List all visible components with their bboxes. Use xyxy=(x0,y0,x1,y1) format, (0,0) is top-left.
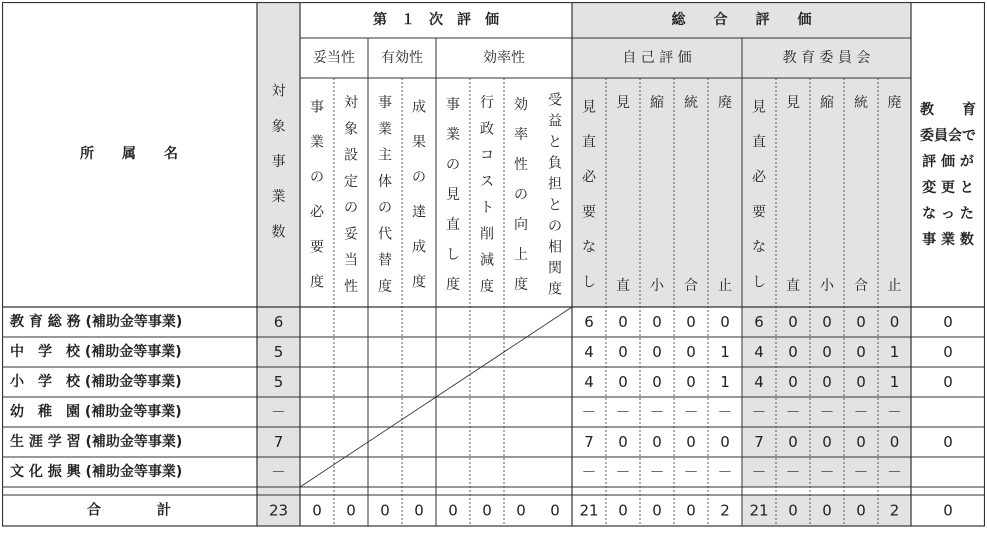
total-first-cell: 0 xyxy=(550,501,560,520)
vertical-char: 対 xyxy=(271,83,286,100)
vertical-char: 上 xyxy=(514,247,528,263)
vertical-char: 替 xyxy=(378,252,392,269)
self-eval-cell: 0 xyxy=(720,433,730,451)
self-eval-cell: 0 xyxy=(618,433,628,451)
self-eval-cell: 0 xyxy=(652,433,662,451)
vertical-char: 体 xyxy=(378,173,392,190)
total-self-cell: 0 xyxy=(618,501,628,520)
vertical-char: 向 xyxy=(514,217,528,233)
board-eval-cell: － xyxy=(886,463,903,481)
vertical-char: 見 xyxy=(786,95,800,111)
first-eval-header: 第 １ 次 評 価 xyxy=(373,12,499,28)
total-board-cell: 0 xyxy=(822,501,832,520)
self-eval-cell: 1 xyxy=(720,373,730,391)
self-eval-cell: 0 xyxy=(686,373,696,391)
self-eval-cell: － xyxy=(615,403,631,421)
board-eval-cell: 0 xyxy=(788,313,798,331)
vertical-char: 直 xyxy=(582,134,596,151)
self-eval-cell: － xyxy=(683,403,699,421)
vertical-char: 行 xyxy=(480,95,494,112)
vertical-char: 止 xyxy=(887,278,902,294)
row-count: － xyxy=(270,403,287,421)
total-changed-cell: 0 xyxy=(943,501,953,520)
total-board-cell: 0 xyxy=(788,501,798,520)
row-name: 文 化 振 興 (補助金等事業) xyxy=(10,464,183,480)
changed-count-cell: 0 xyxy=(943,373,953,391)
self-eval-cell: － xyxy=(717,403,733,421)
vertical-char: 業 xyxy=(378,121,392,138)
vertical-char: 度 xyxy=(548,281,562,298)
vertical-char: 成 xyxy=(412,239,426,256)
vertical-char: 直 xyxy=(752,134,766,151)
first-item-2 xyxy=(378,94,392,295)
self-eval-cell: － xyxy=(581,463,597,481)
total-first-cell: 0 xyxy=(448,501,458,520)
vertical-char: と xyxy=(548,134,562,151)
group-efficiency: 効率性 xyxy=(483,50,525,66)
vertical-char: 合 xyxy=(684,278,698,294)
vertical-char: な xyxy=(582,239,596,256)
vertical-char: 業 xyxy=(446,127,460,143)
vertical-char: 効 xyxy=(514,97,528,113)
vertical-char: 止 xyxy=(718,278,732,294)
vertical-char: の xyxy=(310,169,324,186)
vertical-char: 負 xyxy=(548,155,562,172)
vertical-char: の xyxy=(378,200,392,217)
changed-col-header-line: 委員会で xyxy=(920,128,976,144)
vertical-char: 関 xyxy=(548,260,562,277)
vertical-char: 減 xyxy=(480,252,494,269)
board-eval-cell: 0 xyxy=(856,373,866,391)
vertical-char: 代 xyxy=(378,226,392,243)
vertical-char: 事 xyxy=(271,154,286,170)
vertical-char: 相 xyxy=(548,239,562,256)
vertical-char: 主 xyxy=(378,147,392,164)
vertical-char: 性 xyxy=(514,157,528,173)
self-eval-cell: 0 xyxy=(652,343,662,361)
vertical-char: 必 xyxy=(310,204,324,221)
vertical-char: 縮 xyxy=(820,95,834,111)
total-first-cell: 0 xyxy=(414,501,424,520)
board-eval-cell: 1 xyxy=(889,343,900,361)
vertical-char: 性 xyxy=(344,278,358,295)
vertical-char: 度 xyxy=(446,277,460,293)
first-item-5 xyxy=(480,95,494,295)
vertical-char: し xyxy=(752,274,766,291)
vertical-char: 業 xyxy=(310,134,324,151)
vertical-char: 要 xyxy=(752,204,766,221)
row-count: 7 xyxy=(273,433,284,451)
vertical-char: 直 xyxy=(446,217,460,233)
vertical-char: 受 xyxy=(548,92,562,109)
vertical-char: な xyxy=(752,239,766,256)
board-eval-cell: － xyxy=(853,463,869,481)
vertical-char: 対 xyxy=(344,95,358,112)
board-eval-cell: 0 xyxy=(856,433,866,451)
board-eval-cell: 0 xyxy=(889,433,900,451)
row-count: － xyxy=(270,463,287,481)
row-name: 小 学 校 (補助金等事業) xyxy=(10,374,182,390)
self-eval-cell: 0 xyxy=(618,373,628,391)
total-first-cell: 0 xyxy=(482,501,492,520)
vertical-char: の xyxy=(446,157,460,173)
vertical-char: 達 xyxy=(412,204,426,221)
vertical-char: 統 xyxy=(854,95,868,111)
self-eval-cell: － xyxy=(581,403,597,421)
board-eval-cell: － xyxy=(751,403,767,421)
board-eval-cell: 1 xyxy=(889,373,900,391)
self-eval-cell: － xyxy=(615,463,631,481)
self-eval-cell: 6 xyxy=(584,313,594,331)
total-label: 合 計 xyxy=(87,502,171,519)
board-eval-cell: － xyxy=(819,463,835,481)
vertical-char: ト xyxy=(480,200,494,217)
vertical-char: ス xyxy=(480,173,494,190)
first-item-3 xyxy=(412,99,426,291)
self-eval-cell: － xyxy=(649,463,665,481)
vertical-char: 要 xyxy=(582,204,596,221)
changed-col-header-line: な っ た xyxy=(922,206,974,222)
self-eval-cell: 0 xyxy=(618,343,628,361)
vertical-char: の xyxy=(412,169,426,186)
first-item-6 xyxy=(514,97,528,293)
first-item-4 xyxy=(446,96,460,293)
vertical-char: 度 xyxy=(514,277,528,293)
vertical-char: 象 xyxy=(344,121,358,138)
vertical-char: 必 xyxy=(582,169,596,186)
changed-count-cell: 0 xyxy=(943,343,953,361)
group-effectiveness: 有効性 xyxy=(381,50,423,66)
vertical-char: の xyxy=(344,200,358,217)
group-validity: 妥当性 xyxy=(313,50,355,66)
row-count: 5 xyxy=(273,373,284,391)
board-eval-cell: 0 xyxy=(889,313,900,331)
self-eval-cell: 0 xyxy=(652,373,662,391)
vertical-char: 事 xyxy=(378,95,392,112)
vertical-char: し xyxy=(446,247,460,263)
vertical-char: 度 xyxy=(378,278,392,295)
name-col-header: 所 属 名 xyxy=(80,146,178,162)
self-eval-cell: － xyxy=(649,403,665,421)
vertical-char: 小 xyxy=(650,278,664,294)
self-eval-cell: 0 xyxy=(686,313,696,331)
total-count: 23 xyxy=(268,501,289,520)
vertical-char: 見 xyxy=(616,95,630,111)
first-item-1 xyxy=(344,95,358,295)
changed-count-cell: 0 xyxy=(943,433,953,451)
row-name: 教 育 総 務 (補助金等事業) xyxy=(10,314,183,330)
vertical-char: 合 xyxy=(854,278,868,294)
board-eval-cell: 0 xyxy=(856,343,866,361)
vertical-char: の xyxy=(514,187,528,203)
vertical-char: 要 xyxy=(310,239,324,256)
overall-eval-header: 総 合 評 価 xyxy=(671,12,812,28)
vertical-char: 成 xyxy=(412,99,426,116)
board-eval-cell: 4 xyxy=(754,373,764,391)
board-eval-cell: 0 xyxy=(788,433,798,451)
vertical-char: 度 xyxy=(412,274,426,291)
changed-count-cell: 0 xyxy=(943,313,953,331)
row-count: 5 xyxy=(273,343,284,361)
vertical-char: 担 xyxy=(548,176,562,193)
board-eval-cell: － xyxy=(886,403,903,421)
self-eval-cell: 4 xyxy=(584,343,594,361)
vertical-char: 統 xyxy=(684,95,698,111)
vertical-char: 益 xyxy=(548,113,562,130)
vertical-char: 直 xyxy=(786,278,800,294)
total-first-cell: 0 xyxy=(346,501,356,520)
self-eval-cell: 7 xyxy=(584,433,594,451)
self-eval-cell: 1 xyxy=(720,343,730,361)
vertical-char: の xyxy=(548,218,562,235)
vertical-char: 見 xyxy=(752,99,766,116)
vertical-char: 数 xyxy=(271,224,286,241)
vertical-char: 果 xyxy=(412,134,426,151)
vertical-char: 見 xyxy=(446,187,460,203)
self-eval-cell: 0 xyxy=(686,343,696,361)
row-name: 生 涯 学 習 (補助金等事業) xyxy=(10,434,183,450)
total-board-cell: 0 xyxy=(856,501,866,520)
self-eval-cell: 0 xyxy=(720,313,730,331)
vertical-char: 業 xyxy=(271,189,286,206)
board-eval-cell: 7 xyxy=(754,433,764,451)
self-eval-cell: － xyxy=(717,463,733,481)
board-eval-cell: 0 xyxy=(822,373,832,391)
total-self-cell: 0 xyxy=(686,501,696,520)
changed-col-header-line: 変 更 と xyxy=(922,180,974,196)
vertical-char: 設 xyxy=(344,147,358,164)
total-first-cell: 0 xyxy=(380,501,390,520)
board-eval-cell: 0 xyxy=(788,373,798,391)
total-self-cell: 0 xyxy=(652,501,662,520)
changed-col-header-line: 事 業 数 xyxy=(922,232,974,248)
row-count: 6 xyxy=(273,313,284,331)
vertical-char: 妥 xyxy=(344,226,358,243)
total-first-cell: 0 xyxy=(516,501,526,520)
vertical-char: 定 xyxy=(344,173,358,190)
group-board: 教 育 委 員 会 xyxy=(782,50,871,66)
vertical-char: 象 xyxy=(271,118,286,135)
group-self-eval: 自 己 評 価 xyxy=(622,50,692,66)
vertical-char: 見 xyxy=(582,99,596,116)
row-name: 中 学 校 (補助金等事業) xyxy=(10,344,182,360)
board-eval-cell: － xyxy=(853,403,869,421)
evaluation-table xyxy=(2,2,985,528)
vertical-char: し xyxy=(582,274,596,291)
first-item-0 xyxy=(310,99,325,291)
board-eval-cell: － xyxy=(785,463,801,481)
changed-col-header-line: 評 価 が xyxy=(922,154,974,170)
vertical-char: と xyxy=(548,197,562,214)
vertical-char: 廃 xyxy=(718,95,732,111)
board-eval-cell: 6 xyxy=(754,313,764,331)
total-board-cell: 2 xyxy=(889,501,900,520)
vertical-char: 度 xyxy=(480,278,494,295)
vertical-char: 政 xyxy=(480,121,494,138)
self-eval-cell: － xyxy=(683,463,699,481)
vertical-char: 当 xyxy=(344,252,358,269)
vertical-char: 度 xyxy=(310,274,324,291)
first-item-7 xyxy=(548,93,563,298)
vertical-char: 廃 xyxy=(887,95,902,111)
self-eval-cell: 0 xyxy=(618,313,628,331)
board-eval-cell: － xyxy=(819,403,835,421)
board-eval-cell: 0 xyxy=(822,313,832,331)
vertical-char: 削 xyxy=(480,226,494,243)
total-self-cell: 21 xyxy=(579,501,599,520)
board-eval-cell: 0 xyxy=(788,343,798,361)
vertical-char: 事 xyxy=(310,99,324,116)
vertical-char: 率 xyxy=(514,127,528,143)
self-eval-cell: 4 xyxy=(584,373,594,391)
total-first-cell: 0 xyxy=(312,501,322,520)
board-eval-cell: 4 xyxy=(754,343,764,361)
board-eval-cell: 0 xyxy=(822,343,832,361)
row-name: 幼 稚 園 (補助金等事業) xyxy=(10,404,182,420)
total-self-cell: 2 xyxy=(720,501,730,520)
total-board-cell: 21 xyxy=(749,501,769,520)
changed-col-header-line: 教 育 xyxy=(920,102,976,118)
vertical-char: 小 xyxy=(820,278,834,294)
vertical-char: 直 xyxy=(616,278,630,294)
self-eval-cell: 0 xyxy=(652,313,662,331)
vertical-char: 必 xyxy=(752,169,766,186)
board-eval-cell: 0 xyxy=(822,433,832,451)
board-eval-cell: － xyxy=(751,463,767,481)
vertical-char: 縮 xyxy=(650,95,664,111)
vertical-char: 事 xyxy=(446,97,460,113)
vertical-char: コ xyxy=(480,147,494,164)
board-eval-cell: － xyxy=(785,403,801,421)
self-eval-cell: 0 xyxy=(686,433,696,451)
board-eval-cell: 0 xyxy=(856,313,866,331)
